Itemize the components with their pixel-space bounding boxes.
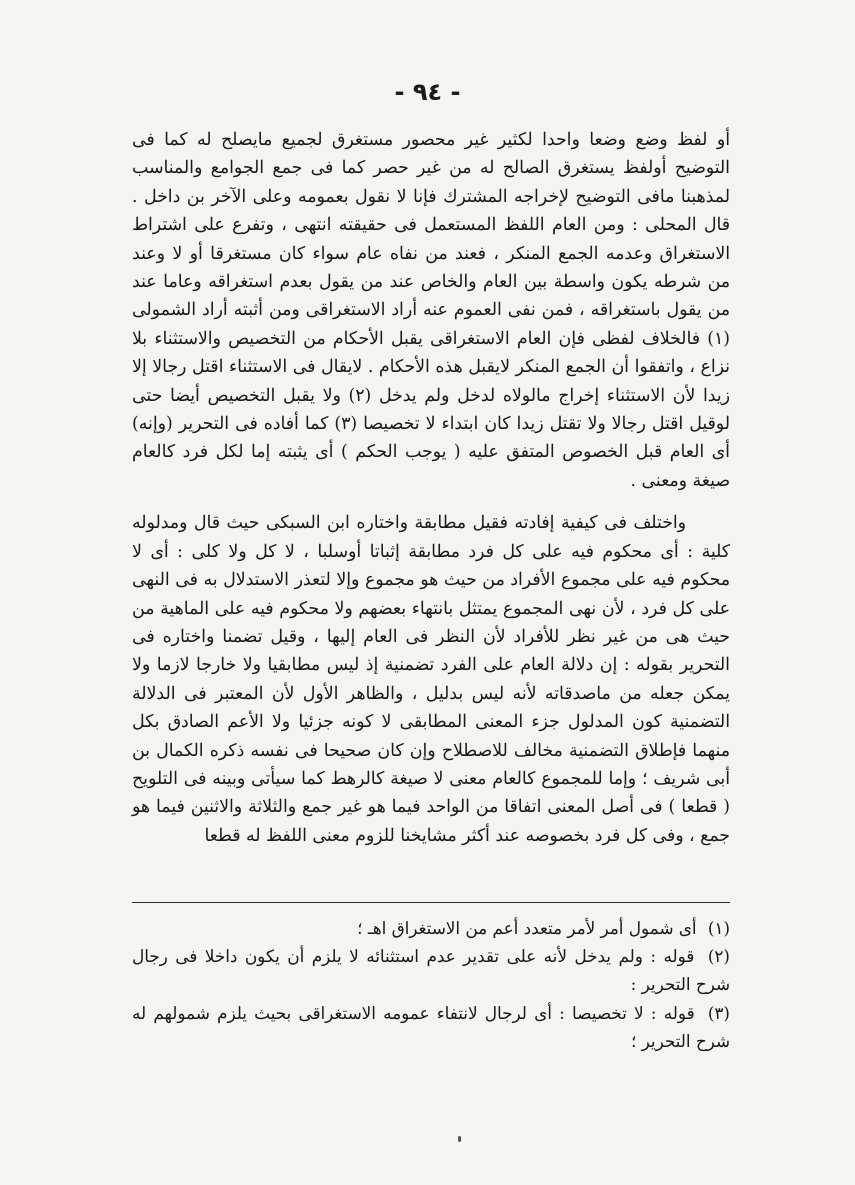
paragraph: واختلف فى كيفية إفادته فقيل مطابقة واختاره ابن السبكى حيث قال ومدلوله كلية : أى محكوم فيه على كل فرد مطابقة إثباتا أوسلبا ، لا كل ولا كلى : أى لا محكوم فيه على مجموع الأفراد من حيث هو مجموع وإلا لتعذر الاستدلال به فى النهى على كل فرد ، لأن نهى المجموع يمتثل بانتهاء بعضهم ولا محكوم فيه على الماهية من حيث هى من غير نظر للأفراد لأن النظر فى العام إليها ، وقيل تضمنا واختاره فى التحرير بقوله : إن دلالة العام على الفرد تضمنية إذ ليس مطابقيا ولا خارجا لازما ولا يمكن جعله من ماصدقاته لأنه ليس بدليل ، والظاهر الأول لأن المعتبر فى الدلالة التضمنية كون المدلول جزء المعنى المطابقى لا كونه جزئيا ولا الأعم الصادق بكل منهما فإطلاق التضمنية مخالف للاصطلاح وإن كان صحيحا فى نفسه ذكره الكمال بن أبى شريف ؛ وإما للمجموع كالعام معنى لا صيغة كالرهط كما سيأتى وبينه فى التلويح ( قطعا ) فى أصل المعنى اتفاقا من الواحد فيما هو غير جمع والثلاثة والاثنين فيما هو جمع ، وفى كل فرد بخصوصه عند أكثر مشايخنا للزوم معنى اللفظ له قطعا	[132, 513, 730, 846]
footnote-text: قوله : لا تخصيصا : أى لرجال لانتفاء عمومه الاستغراقى بحيث يلزم شمولهم له شرح التحرير ؛	[132, 1002, 730, 1051]
footnote-number: (١)	[707, 918, 730, 938]
page-number: - ٩٤ -	[394, 78, 461, 106]
paragraph: أو لفظ وضع وضعا واحدا لكثير غير محصور مستغرق لجميع مايصلح له كما فى التوضيح أولفظ يستغرق الصالح له من غير حصر كما فى جمع الجوامع والمناسب لمذهبنا مافى التوضيح لإخراجه المشترك فإنا لا نقول بعمومه وعلى الآخر بن داخل . قال المحلى : ومن العام اللفظ المستعمل فى حقيقته انتهى ، وتفرع على اشتراط الاستغراق وعدمه الجمع المنكر ، فعند من نفاه عام سواء كان مستغرقا أو لا وعند من شرطه يكون واسطة بين العام والخاص عند من يقول بعدم استغراقه وعاما عند من يقول باستغراقه ، فمن نفى العموم عنه أراد الاستغراقى ومن أثبته أراد الشمولى (١) فالخلاف لفظى فإن العام الاستغراقى يقبل الأحكام من التخصيص والاستثناء بلا نزاع ، واتفقوا أن الجمع المنكر لايقبل هذه الأحكام . لايقال فى الاستثناء اقتل رجالا إلا زيدا لأن الاستثناء إخراج مالولاه لدخل ولم يدخل (٢) ولا يقبل التخصيص أيضا حتى لوقيل اقتل رجالا ولا تقتل زيدا كان ابتداء لا تخصيصا (٣) كما أفاده فى التحرير (وإنه) أى العام قبل الخصوص المتفق عليه ( يوجب الحكم ) أى يثبته إما لكل فرد كالعام صيغة ومعنى .	[132, 130, 730, 491]
footnote-text: قوله : ولم يدخل لأنه على تقدير عدم استثنائه لا يلزم أن يكون داخلا فى رجال شرح التحرير :	[132, 946, 730, 995]
footnote-divider	[132, 902, 730, 903]
footnote	[132, 999, 730, 1055]
footnote-text: أى شمول أمر لأمر متعدد أعم من الاستغراق اهـ ؛	[357, 918, 697, 938]
footnote-number: (٢)	[707, 946, 730, 967]
footnotes	[132, 914, 730, 1055]
footnote	[132, 942, 730, 998]
scan-speck	[458, 1136, 461, 1142]
footnote-number: (٣)	[707, 1002, 730, 1023]
main-text	[132, 126, 730, 850]
footnote	[132, 914, 730, 942]
